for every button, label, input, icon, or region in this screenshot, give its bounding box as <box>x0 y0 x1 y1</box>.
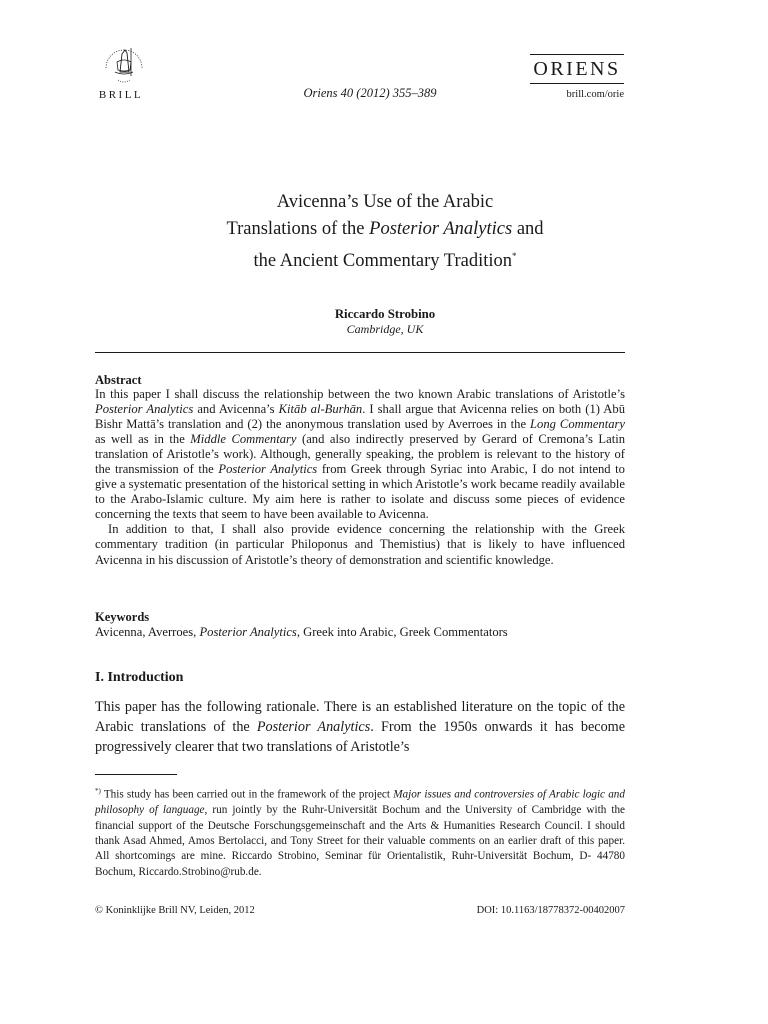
article-title <box>120 189 650 275</box>
abstract-text <box>95 387 625 568</box>
journal-citation: Oriens 40 (2012) 355–389 <box>303 86 437 100</box>
title-divider <box>95 352 625 353</box>
abstract-paragraph-2: In addition to that, I shall also provide evidence concerning the relationship with the Greek commentary tradition (in particular Philoponus and Themistius) that is likely to have influenced Avicenna in his discussion of Aristotle’s theory of demonstration and scientific knowledge. <box>95 522 625 567</box>
brill-seal-logo <box>100 38 148 86</box>
title-footnote-marker[interactable]: * <box>511 251 517 261</box>
journal-url[interactable]: brill.com/orie <box>566 89 624 100</box>
copyright-notice: © Koninklijke Brill NV, Leiden, 2012 <box>95 905 255 916</box>
author-block <box>200 306 570 337</box>
footnote-divider <box>95 774 177 775</box>
journal-name: ORIENS <box>533 58 621 80</box>
introduction-paragraph: This paper has the following rationale. There is an established literature on the topic of the Arabic translations of the Posterior Analytics. From the 1950s onwards it has become progressively clearer that two translations of Aristotle’s <box>95 699 625 756</box>
footnote: *) This study has been carried out in the framework of the project Major issues and controversies of Arabic logic and philosophy of language, run jointly by the Ruhr-Universität Bochum and the University of Cambridge with the financial support of the Deutsche Forschungsgemeinschaft and the Arts & Humanities Research Council. I should thank Asad Ahmed, Amos Bertolacci, and Tony Street for their valuable comments on an earlier draft of this paper. All shortcomings are mine. Riccardo Strobino, Seminar für Orientalistik, Ruhr-Universität Bochum, D- 44780 Bochum, Riccardo.Strobino@rub.de. <box>95 787 625 878</box>
journal-logo <box>530 54 624 84</box>
author-affiliation: Cambridge, UK <box>346 322 424 336</box>
title-line-2: Translations of the Posterior Analytics and <box>226 219 544 239</box>
doi-link[interactable]: DOI: 10.1163/18778372-00402007 <box>476 905 625 916</box>
title-line-3: the Ancient Commentary Tradition* <box>253 251 517 272</box>
footnote-marker: *) <box>95 787 101 795</box>
keywords-list: Avicenna, Averroes, Posterior Analytics, Greek into Arabic, Greek Commentators <box>95 625 508 639</box>
abstract-paragraph-1: In this paper I shall discuss the relationship between the two known Arabic translations of Aristotle’s Posterior Analytics and Avicenna’s Kitāb al-Burhān. I shall argue that Avicenna relies on both (1) Abū Bishr Mattā’s translation and (2) the anonymous translation used by Averroes in the Long Commentary as well as in the Middle Commentary (and also indirectly preserved by Gerard of Cremona’s Latin translation of Aristotle’s work). Although, generally speaking, the problem is relevant to the history of the transmission of the Posterior Analytics from Greek through Syriac into Arabic, I do not intend to give a systematic presentation of the historical setting in which Aristotle’s work became readily available to the Arabo-Islamic culture. My aim here is rather to isolate and discuss some pieces of evidence concerning the texts that seem to have been available to Avicenna. <box>95 387 626 522</box>
keywords-heading: Keywords <box>95 610 150 624</box>
page-header <box>0 0 768 110</box>
author-name: Riccardo Strobino <box>334 307 436 321</box>
title-line-1: Avicenna’s Use of the Arabic <box>276 192 494 212</box>
section-heading-introduction: I. Introduction <box>95 670 184 685</box>
abstract-heading: Abstract <box>95 373 142 387</box>
publisher-name: BRILL <box>98 89 144 101</box>
